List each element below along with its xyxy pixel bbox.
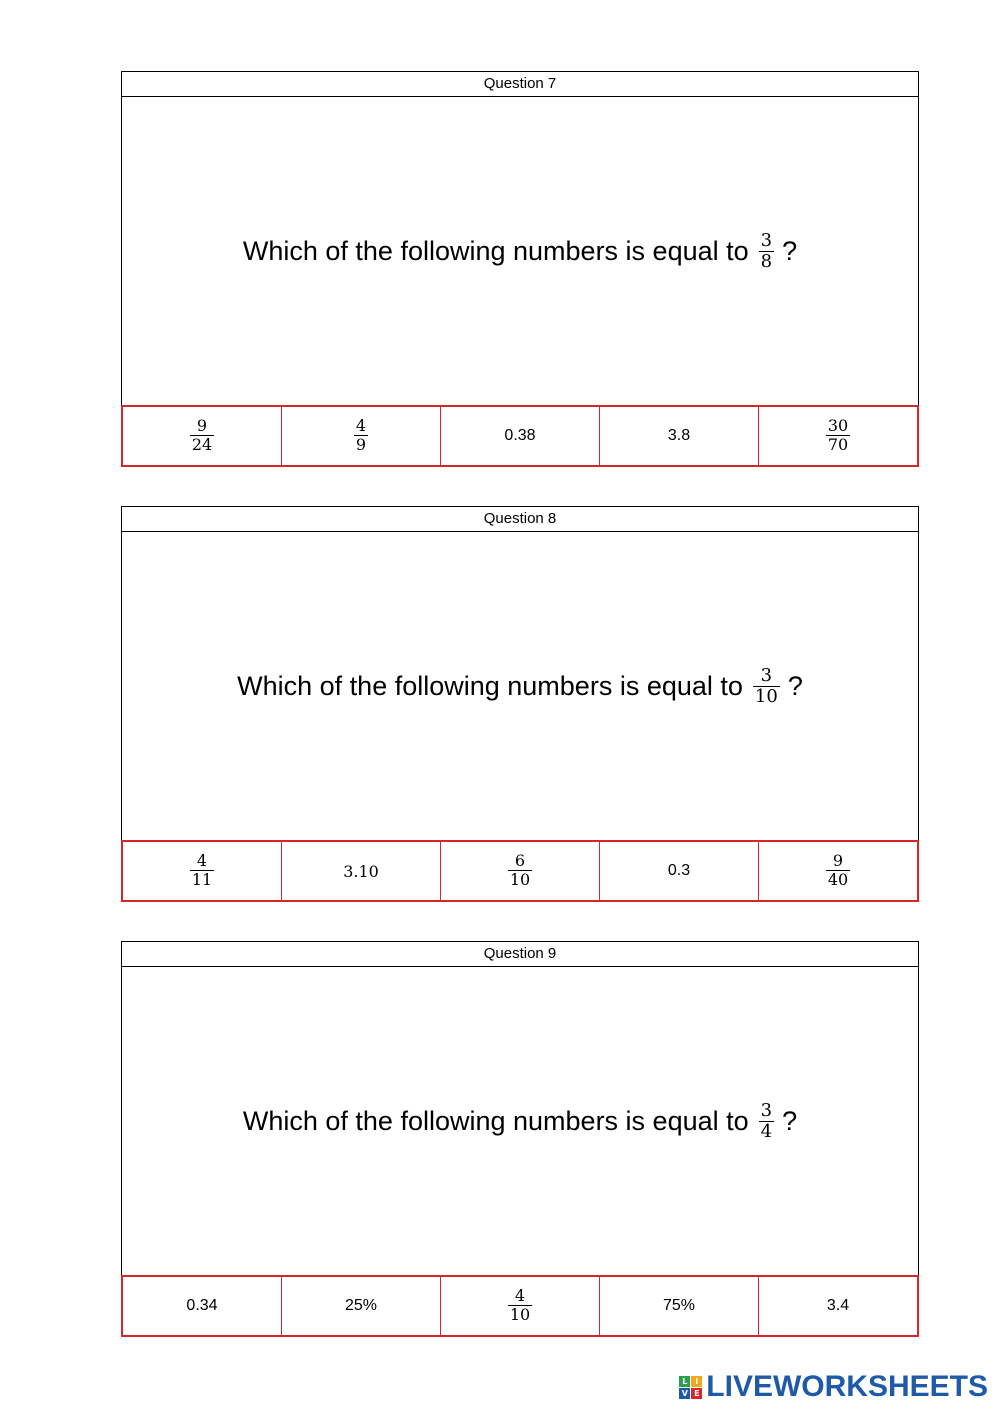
answer-text: 75% — [662, 1297, 696, 1314]
answer-text: 0.3 — [667, 862, 691, 879]
logo-tile: I — [691, 1376, 702, 1387]
target-denominator: 10 — [754, 685, 778, 707]
answer-text: 0.34 — [186, 1297, 218, 1314]
question-prompt: Which of the following numbers is equal to — [242, 236, 749, 266]
answer-option-4[interactable] — [600, 407, 759, 465]
target-numerator: 3 — [760, 229, 773, 251]
answer-fraction — [354, 418, 368, 454]
logo-tile: L — [679, 1376, 690, 1387]
question-prompt-area — [122, 532, 918, 841]
answer-option-5[interactable] — [759, 842, 917, 900]
target-denominator: 4 — [760, 1120, 773, 1142]
answer-numerator: 30 — [827, 416, 849, 436]
answer-fraction — [190, 418, 214, 454]
answer-numerator: 4 — [514, 1286, 526, 1306]
answer-fraction — [190, 853, 214, 889]
answer-denominator: 24 — [191, 435, 213, 454]
answer-option-4[interactable] — [600, 1277, 759, 1335]
answer-option-1[interactable] — [123, 407, 282, 465]
answer-denominator: 11 — [191, 870, 213, 889]
answer-text: 25% — [344, 1297, 378, 1314]
question-mark: ? — [787, 671, 803, 701]
target-fraction — [753, 664, 780, 707]
question-prompt-area — [122, 967, 918, 1276]
answer-numerator: 6 — [514, 851, 526, 871]
answer-numerator: 9 — [196, 416, 208, 436]
target-fraction — [759, 229, 774, 272]
question-mark: ? — [782, 1106, 798, 1136]
question-card-8 — [121, 506, 919, 902]
answer-fraction — [508, 1288, 532, 1324]
question-mark: ? — [782, 236, 798, 266]
question-prompt: Which of the following numbers is equal to — [242, 1106, 749, 1136]
question-header: Question 8 — [122, 507, 918, 532]
logo-tiles-icon — [679, 1376, 702, 1399]
answer-options — [121, 1275, 919, 1337]
logo-tile: V — [679, 1388, 690, 1399]
target-denominator: 8 — [760, 250, 773, 272]
answer-text: 3.10 — [343, 861, 379, 881]
question-prompt-area — [122, 97, 918, 406]
answer-options — [121, 405, 919, 467]
answer-option-5[interactable] — [759, 1277, 917, 1335]
question-header: Question 9 — [122, 942, 918, 967]
answer-denominator: 40 — [827, 870, 849, 889]
answer-option-3[interactable] — [441, 407, 600, 465]
answer-numerator: 4 — [355, 416, 367, 436]
answer-option-3[interactable] — [441, 1277, 600, 1335]
answer-numerator: 4 — [196, 851, 208, 871]
question-card-7 — [121, 71, 919, 467]
answer-option-1[interactable] — [123, 842, 282, 900]
answer-fraction — [826, 853, 850, 889]
answer-option-5[interactable] — [759, 407, 917, 465]
liveworksheets-logo — [679, 1370, 988, 1404]
target-fraction — [759, 1099, 774, 1142]
answer-option-1[interactable] — [123, 1277, 282, 1335]
question-prompt: Which of the following numbers is equal to — [237, 671, 743, 701]
answer-denominator: 9 — [355, 435, 367, 454]
answer-denominator: 10 — [509, 1305, 531, 1324]
answer-text: 3.4 — [826, 1297, 850, 1314]
target-numerator: 3 — [760, 1099, 773, 1121]
answer-denominator: 70 — [827, 435, 849, 454]
answer-option-2[interactable] — [282, 407, 441, 465]
answer-option-4[interactable] — [600, 842, 759, 900]
answer-fraction — [826, 418, 850, 454]
logo-tile: E — [691, 1388, 702, 1399]
answer-denominator: 10 — [509, 870, 531, 889]
answer-numerator: 9 — [832, 851, 844, 871]
answer-text: 3.8 — [667, 427, 691, 444]
logo-text: LIVEWORKSHEETS — [706, 1370, 988, 1403]
answer-option-2[interactable] — [282, 842, 441, 900]
answer-options — [121, 840, 919, 902]
target-numerator: 3 — [760, 664, 773, 686]
question-header: Question 7 — [122, 72, 918, 97]
answer-text: 0.38 — [504, 427, 536, 444]
answer-option-3[interactable] — [441, 842, 600, 900]
answer-option-2[interactable] — [282, 1277, 441, 1335]
answer-fraction — [508, 853, 532, 889]
question-card-9 — [121, 941, 919, 1337]
